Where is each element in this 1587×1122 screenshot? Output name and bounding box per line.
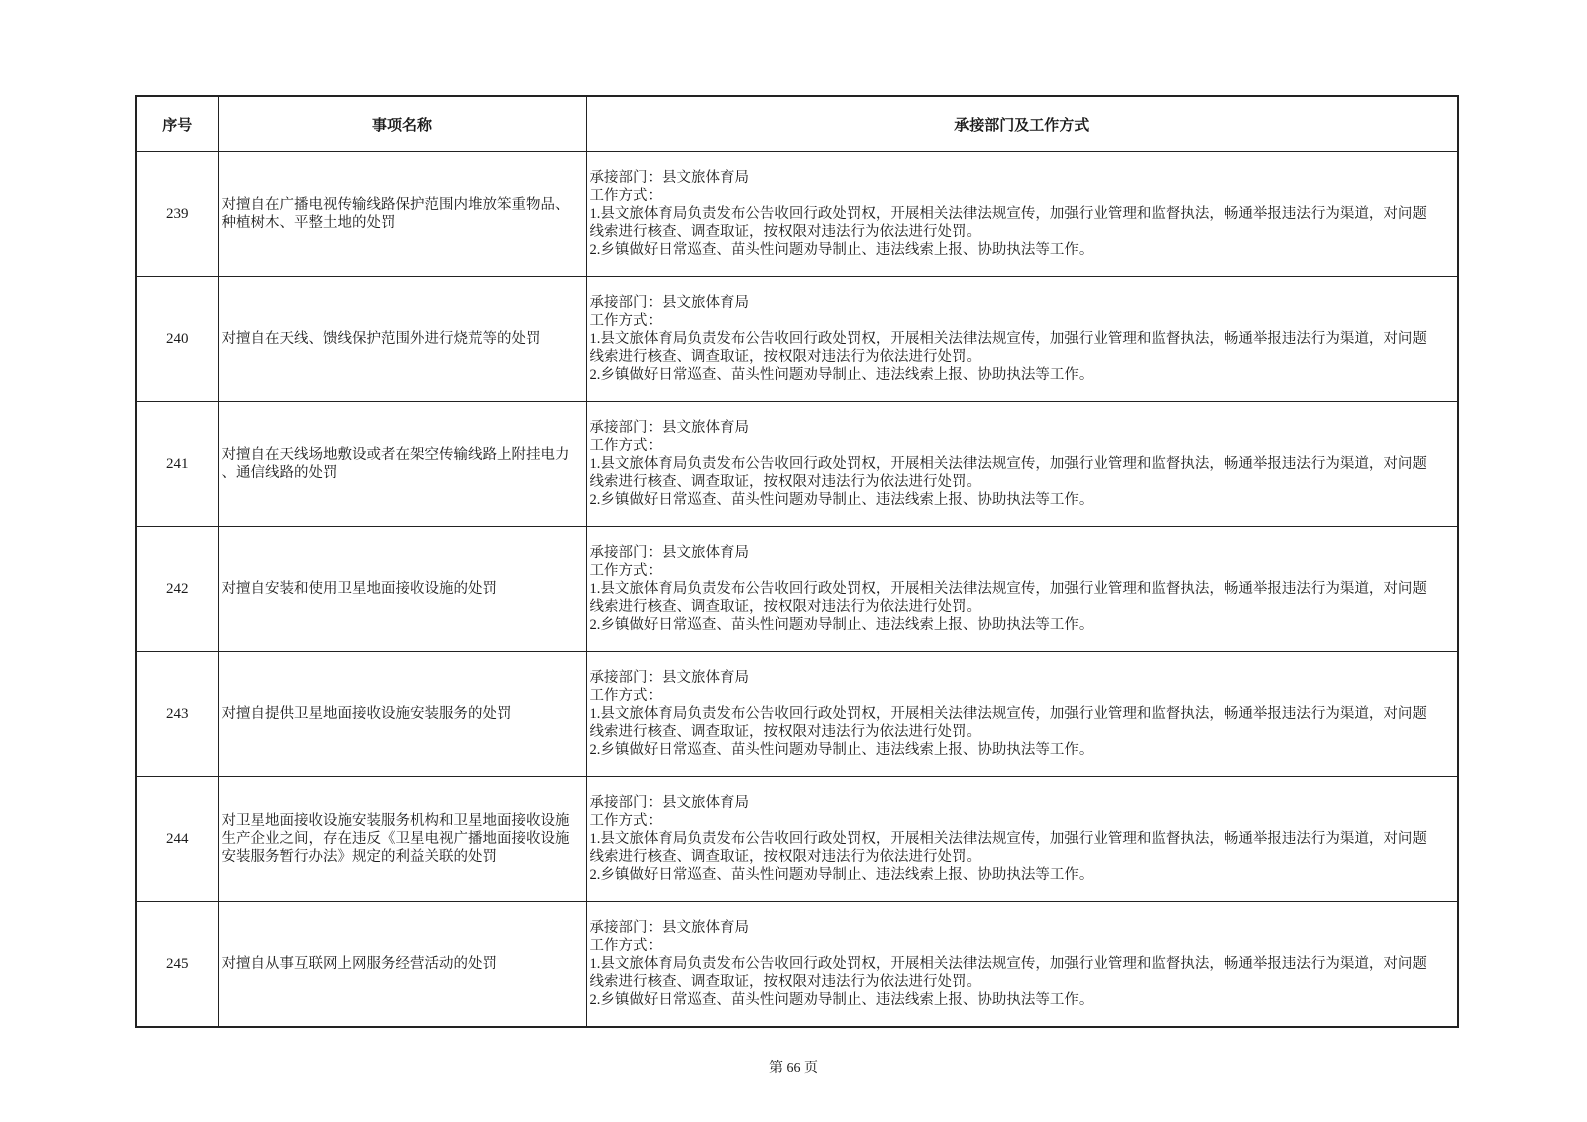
header-item-name: 事项名称 [218, 96, 586, 152]
cell-item-name: 对擅自安装和使用卫星地面接收设施的处罚 [218, 527, 586, 652]
cell-serial-number: 241 [136, 402, 218, 527]
table-row [136, 777, 1458, 902]
cell-department-and-method: 承接部门：县文旅体育局 工作方式： 1.县文旅体育局负责发布公告收回行政处罚权，开展相关法律法规宣传，加强行业管理和监督执法，畅通举报违法行为渠道，对问题 线索进行核查、调查取证，按权限对违法行为依法进行处罚。 2.乡镇做好日常巡查、苗头性问题劝导制止、违法线索上报、协助执法等工作。 [586, 402, 1458, 527]
cell-department-and-method: 承接部门：县文旅体育局 工作方式： 1.县文旅体育局负责发布公告收回行政处罚权，开展相关法律法规宣传，加强行业管理和监督执法，畅通举报违法行为渠道，对问题 线索进行核查、调查取证，按权限对违法行为依法进行处罚。 2.乡镇做好日常巡查、苗头性问题劝导制止、违法线索上报、协助执法等工作。 [586, 277, 1458, 402]
cell-item-name: 对卫星地面接收设施安装服务机构和卫星地面接收设施 生产企业之间，存在违反《卫星电视广播地面接收设施 安装服务暂行办法》规定的利益关联的处罚 [218, 777, 586, 902]
cell-department-and-method: 承接部门：县文旅体育局 工作方式： 1.县文旅体育局负责发布公告收回行政处罚权，开展相关法律法规宣传，加强行业管理和监督执法，畅通举报违法行为渠道，对问题 线索进行核查、调查取证，按权限对违法行为依法进行处罚。 2.乡镇做好日常巡查、苗头性问题劝导制止、违法线索上报、协助执法等工作。 [586, 527, 1458, 652]
items-table [135, 95, 1459, 1028]
table-row [136, 527, 1458, 652]
cell-serial-number: 245 [136, 902, 218, 1028]
cell-serial-number: 244 [136, 777, 218, 902]
header-row [136, 96, 1458, 152]
cell-department-and-method: 承接部门：县文旅体育局 工作方式： 1.县文旅体育局负责发布公告收回行政处罚权，开展相关法律法规宣传，加强行业管理和监督执法，畅通举报违法行为渠道，对问题 线索进行核查、调查取证，按权限对违法行为依法进行处罚。 2.乡镇做好日常巡查、苗头性问题劝导制止、违法线索上报、协助执法等工作。 [586, 777, 1458, 902]
header-department-and-method: 承接部门及工作方式 [586, 96, 1458, 152]
table-row [136, 652, 1458, 777]
cell-serial-number: 240 [136, 277, 218, 402]
cell-item-name: 对擅自在广播电视传输线路保护范围内堆放笨重物品、 种植树木、平整土地的处罚 [218, 152, 586, 277]
cell-item-name: 对擅自提供卫星地面接收设施安装服务的处罚 [218, 652, 586, 777]
header-serial-number: 序号 [136, 96, 218, 152]
table-body [136, 152, 1458, 1028]
cell-department-and-method: 承接部门：县文旅体育局 工作方式： 1.县文旅体育局负责发布公告收回行政处罚权，开展相关法律法规宣传，加强行业管理和监督执法，畅通举报违法行为渠道，对问题 线索进行核查、调查取证，按权限对违法行为依法进行处罚。 2.乡镇做好日常巡查、苗头性问题劝导制止、违法线索上报、协助执法等工作。 [586, 152, 1458, 277]
cell-serial-number: 239 [136, 152, 218, 277]
cell-item-name: 对擅自在天线、馈线保护范围外进行烧荒等的处罚 [218, 277, 586, 402]
table-row [136, 152, 1458, 277]
cell-serial-number: 242 [136, 527, 218, 652]
table-row [136, 277, 1458, 402]
cell-department-and-method: 承接部门：县文旅体育局 工作方式： 1.县文旅体育局负责发布公告收回行政处罚权，开展相关法律法规宣传，加强行业管理和监督执法，畅通举报违法行为渠道，对问题 线索进行核查、调查取证，按权限对违法行为依法进行处罚。 2.乡镇做好日常巡查、苗头性问题劝导制止、违法线索上报、协助执法等工作。 [586, 652, 1458, 777]
cell-department-and-method: 承接部门：县文旅体育局 工作方式： 1.县文旅体育局负责发布公告收回行政处罚权，开展相关法律法规宣传，加强行业管理和监督执法，畅通举报违法行为渠道，对问题 线索进行核查、调查取证，按权限对违法行为依法进行处罚。 2.乡镇做好日常巡查、苗头性问题劝导制止、违法线索上报、协助执法等工作。 [586, 902, 1458, 1028]
cell-item-name: 对擅自在天线场地敷设或者在架空传输线路上附挂电力 、通信线路的处罚 [218, 402, 586, 527]
cell-item-name: 对擅自从事互联网上网服务经营活动的处罚 [218, 902, 586, 1028]
table-row [136, 902, 1458, 1028]
table-row [136, 402, 1458, 527]
table-header [136, 96, 1458, 152]
page-number: 第 66 页 [769, 1061, 818, 1076]
cell-serial-number: 243 [136, 652, 218, 777]
